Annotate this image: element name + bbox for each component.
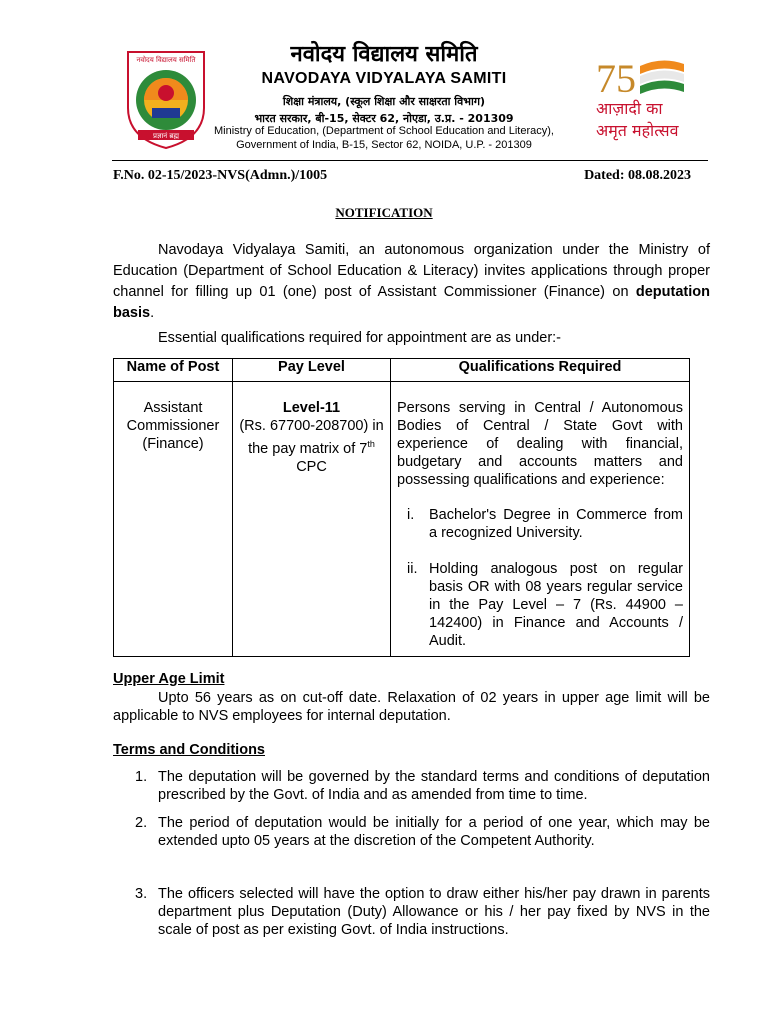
list-item	[397, 506, 683, 542]
pay-level-cell	[233, 382, 391, 657]
terms-item	[113, 814, 710, 850]
list-item-text: Holding analogous post on regular basis OR with 08 years regular service in the Pay Level – 7 (Rs. 44900 – 142400) in Finance and Accounts / Audit.	[429, 561, 683, 649]
qualification-list	[397, 506, 683, 650]
table-header: Qualifications Required	[391, 359, 690, 382]
org-name-hindi: नवोदय विद्यालय समिति	[290, 42, 478, 67]
list-item-text: Bachelor's Degree in Commerce from a recognized University.	[429, 507, 683, 541]
terms-item-number: 3.	[135, 886, 148, 902]
logo-bottom-text: प्रज्ञानं ब्रह्म	[153, 132, 179, 140]
table-row	[114, 382, 690, 657]
org-name-english: NAVODAYA VIDYALAYA SAMITI	[261, 70, 507, 87]
ministry-english: Ministry of Education, (Department of School Education and Literacy),	[214, 125, 554, 137]
notification-title: NOTIFICATION	[335, 205, 433, 220]
terms-item	[113, 885, 710, 939]
qualifications-intro: Essential qualifications required for appointment are as under:-	[158, 330, 562, 346]
dated: Dated: 08.08.2023	[584, 168, 691, 183]
pay-level-text: (Rs. 67700-208700) in the pay matrix of 7	[239, 418, 384, 457]
qualification-text: Persons serving in Central / Autonomous Bodies of Central / State Govt with experience of dealing with financial, budgetary and accounts matters and possessing qualifications and experience:	[397, 400, 683, 488]
intro-end: .	[150, 305, 155, 321]
terms-heading: Terms and Conditions	[113, 742, 265, 758]
pay-level-end: CPC	[296, 458, 327, 475]
logo-amrit-text: अमृत महोत्सव	[596, 121, 679, 140]
terms-item-text: The period of deputation would be initially for a period of one year, which may be extended upto 05 years at the discretion of the Competent Authority.	[158, 815, 710, 849]
intro-paragraph	[113, 240, 710, 324]
header-divider	[112, 160, 708, 161]
terms-item	[113, 768, 710, 804]
address-hindi: भारत सरकार, बी-15, सेक्टर 62, नोएडा, उ.प्र. - 201309	[254, 112, 514, 125]
list-item-number: ii.	[407, 561, 418, 577]
ministry-hindi: शिक्षा मंत्रालय, (स्कूल शिक्षा और साक्षरता विभाग)	[282, 95, 486, 108]
upper-age-heading: Upper Age Limit	[113, 671, 225, 687]
list-item-number: i.	[407, 507, 415, 523]
terms-item-number: 1.	[135, 769, 148, 785]
intro-text: Navodaya Vidyalaya Samiti, an autonomous organization under the Ministry of Education (Department of School Education & Literacy) invites applications through proper channel for filling up 01 (one) post of Assistant Commissioner (Finance) on	[113, 242, 710, 300]
qualifications-table	[113, 358, 690, 657]
table-header-row	[114, 359, 690, 382]
list-item	[397, 560, 683, 650]
logo-top-text: नवोदय विद्यालय समिति	[136, 56, 196, 64]
logo-75-text: 75	[596, 56, 636, 101]
pay-level-sup: th	[367, 439, 375, 449]
pay-level-bold: Level-11	[282, 400, 341, 416]
table-header: Name of Post	[114, 359, 233, 382]
qualification-cell	[391, 382, 690, 657]
intro-bold: deputation basis	[113, 284, 710, 321]
address-english: Government of India, B-15, Sector 62, NOIDA, U.P. - 201309	[236, 139, 532, 151]
terms-item-text: The deputation will be governed by the standard terms and conditions of deputation prescribed by the Govt. of India and as amended from time to time.	[158, 769, 710, 803]
upper-age-text: Upto 56 years as on cut-off date. Relaxation of 02 years in upper age limit will be applicable to NVS employees for internal deputation.	[113, 690, 710, 724]
terms-item-text: The officers selected will have the option to draw either his/her pay drawn in parents department plus Deputation (Duty) Allowance or his / her pay fixed by NVS in the scale of post as per existing Govt. of India instructions.	[158, 886, 710, 938]
logo-azadi-text: आज़ादी का	[596, 99, 663, 118]
post-name-cell: Assistant Commissioner (Finance)	[114, 382, 233, 657]
table-header: Pay Level	[233, 359, 391, 382]
file-number: F.No. 02-15/2023-NVS(Admn.)/1005	[113, 168, 328, 183]
terms-item-number: 2.	[135, 815, 148, 831]
